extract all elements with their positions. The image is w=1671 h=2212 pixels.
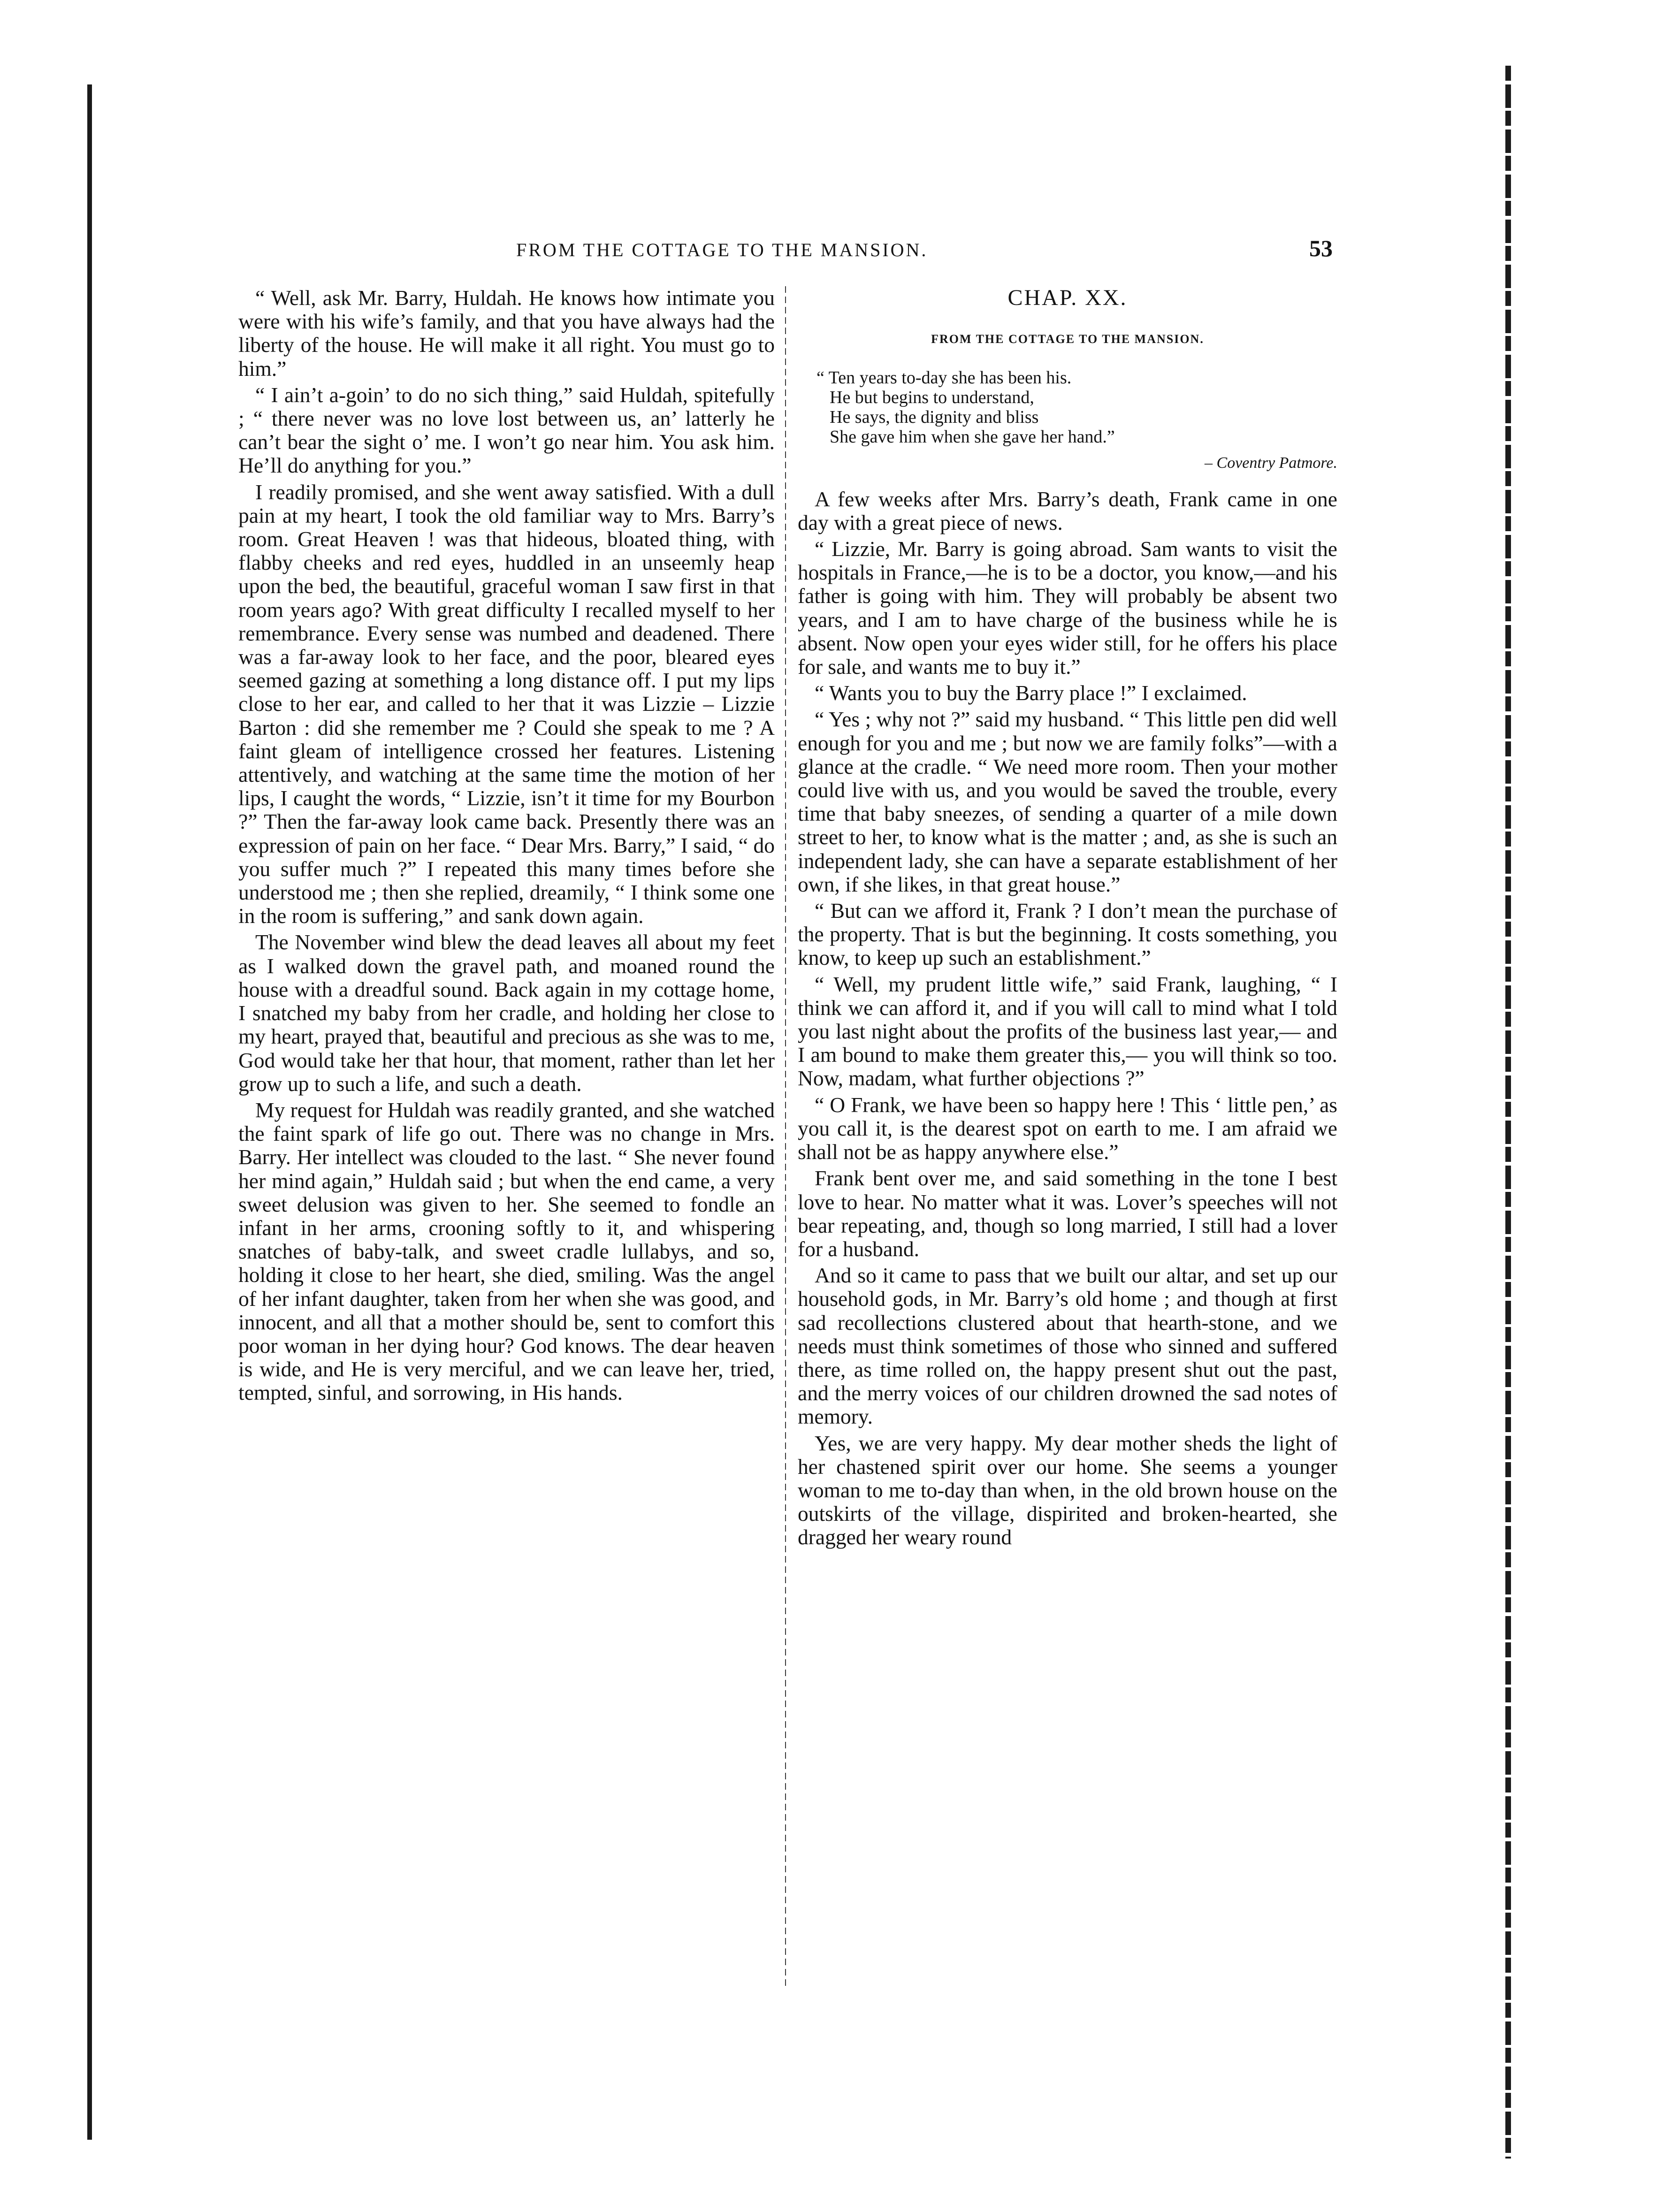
paragraph: And so it came to pass that we built our altar, and set up our household gods, in Mr. Barry’s old home ; and though at first sad recollections clustered about that hearth-stone, and we needs must think sometimes of those who sinned and suffered there, as time rolled on, the happy present shut out the past, and the merry voices of our children drowned the sad notes of memory. bbox=[798, 1263, 1337, 1429]
paragraph: A few weeks after Mrs. Barry’s death, Frank came in one day with a great piece of news. bbox=[798, 487, 1337, 534]
running-head: FROM THE COTTAGE TO THE MANSION. bbox=[516, 239, 928, 260]
left-column bbox=[238, 286, 775, 1408]
paragraph: Yes, we are very happy. My dear mother sheds the light of her chastened spirit over our home. She seems a younger woman to me to-day than when, in the old brown house on the outskirts of the village, dispirited and broken-hearted, she dragged her weary round bbox=[798, 1431, 1337, 1549]
paragraph: “ O Frank, we have been so happy here ! This ‘ little pen,’ as you call it, is the dearest spot on earth to me. I am afraid we shall not be as happy anywhere else.” bbox=[798, 1092, 1337, 1164]
scan-binding-edge bbox=[87, 84, 92, 2140]
paragraph: “ Well, ask Mr. Barry, Huldah. He knows how intimate you were with his wife’s family, and that you have always had the liberty of the house. He will make it all right. You must go to him.” bbox=[238, 286, 775, 381]
paragraph: Frank bent over me, and said something in the tone I best love to hear. No matter what it was. Lover’s speeches will not bear repeating, and, though so long married, I still had a lover for a husband. bbox=[798, 1166, 1337, 1261]
chapter-subtitle: FROM THE COTTAGE TO THE MANSION. bbox=[931, 332, 1204, 346]
epigraph-line: He says, the dignity and bliss bbox=[830, 407, 1039, 427]
right-column bbox=[798, 286, 1337, 1552]
epigraph-line: She gave him when she gave her hand.” bbox=[830, 427, 1115, 447]
epigraph-attribution: – Coventry Patmore. bbox=[1205, 454, 1337, 472]
paragraph: The November wind blew the dead leaves all about my feet as I walked down the gravel path, and moaned round the house with a dreadful sound. Back again in my cottage home, I snatched my baby from her cradle, and holding her close to my heart, prayed that, beautiful and precious as she was to me, God would take her that hour, that moment, rather than let her grow up to such a life, and such a death. bbox=[238, 930, 775, 1096]
paragraph: “ I ain’t a-goin’ to do no sich thing,” said Huldah, spitefully ; “ there never was no love lost between us, an’ latterly he can’t bear the sight o’ me. I won’t go near him. You ask him. He’ll do anything for you.” bbox=[238, 382, 775, 478]
paragraph: My request for Huldah was readily granted, and she watched the faint spark of life go out. There was no change in Mrs. Barry. Her intellect was clouded to the last. “ She never found her mind again,” Huldah said ; but when the end came, a very sweet delusion was given to her. She seemed to fondle an infant in her arms, crooning softly to it, and whispering snatches of baby-talk, and sweet cradle lullabys, and so, holding it close to her heart, she died, smiling. Was the angel of her infant daughter, taken from her when she was good, and innocent, and all that a mother should be, sent to comfort this poor woman in her dying hour? God knows. The dear heaven is wide, and He is very merciful, and we can leave her, tried, tempted, sinful, and sorrowing, in His hands. bbox=[238, 1098, 775, 1405]
scan-page-edge bbox=[1505, 66, 1511, 2159]
paragraph: “ Well, my prudent little wife,” said Frank, laughing, “ I think we can afford it, and if you will call to mind what I told you last night about the profits of the business last year,— and I am bound to make them greater this,— you will think so too. Now, madam, what further objections ?” bbox=[798, 972, 1337, 1091]
epigraph-line: “ Ten years to-day she has been his. bbox=[816, 368, 1072, 388]
paragraph: “ Wants you to buy the Barry place !” I exclaimed. bbox=[815, 681, 1247, 705]
paragraph: “ But can we afford it, Frank ? I don’t mean the purchase of the property. That is but the beginning. It costs something, you know, to keep up such an establishment.” bbox=[798, 899, 1337, 970]
paragraph: “ Lizzie, Mr. Barry is going abroad. Sam wants to visit the hospitals in France,—he is to be a doctor, you know,—and his father is going with him. They will probably be absent two years, and I am to have charge of the business while he is absent. Now open your eyes wider still, for he offers his place for sale, and wants me to buy it.” bbox=[798, 537, 1337, 679]
chapter-title: CHAP. XX. bbox=[1007, 285, 1128, 310]
epigraph bbox=[798, 368, 1337, 447]
paragraph: “ Yes ; why not ?” said my husband. “ This little pen did well enough for you and me ; but now we are family folks”—with a glance at the cradle. “ We need more room. Then your mother could live with us, and you would be saved the trouble, every time that baby sneezes, of sending a quarter of a mile down street to her, to know what is the matter ; and, as she is such an independent lady, she can have a separate establishment of her own, if she likes, in that great house.” bbox=[798, 707, 1337, 896]
epigraph-line: He but begins to understand, bbox=[830, 388, 1034, 408]
page-number: 53 bbox=[1309, 235, 1333, 261]
paragraph: I readily promised, and she went away satisfied. With a dull pain at my heart, I took the old familiar way to Mrs. Barry’s room. Great Heaven ! was that hideous, bloated thing, with flabby cheeks and red eyes, huddled in an unseemly heap upon the bed, the beautiful, graceful woman I saw first in that room years ago? With great difficulty I recalled myself to her remembrance. Every sense was numbed and deadened. There was a far-away look to her face, and the poor, bleared eyes seemed gazing at something a long distance off. I put my lips close to her ear, and called to her that it was Lizzie – Lizzie Barton : did she remember me ? Could she speak to me ? A faint gleam of intelligence crossed her features. Listening attentively, and watching at the same time the motion of her lips, I caught the words, “ Lizzie, isn’t it time for my Bourbon ?” Then the far-away look came back. Presently there was an expression of pain on her face. “ Dear Mrs. Barry,” I said, “ do you suffer much ?” I repeated this many times before she understood me ; then she replied, dreamily, “ I think some one in the room is suffering,” and sank down again. bbox=[238, 480, 775, 928]
page-header bbox=[253, 235, 1333, 272]
column-divider bbox=[785, 286, 786, 1990]
